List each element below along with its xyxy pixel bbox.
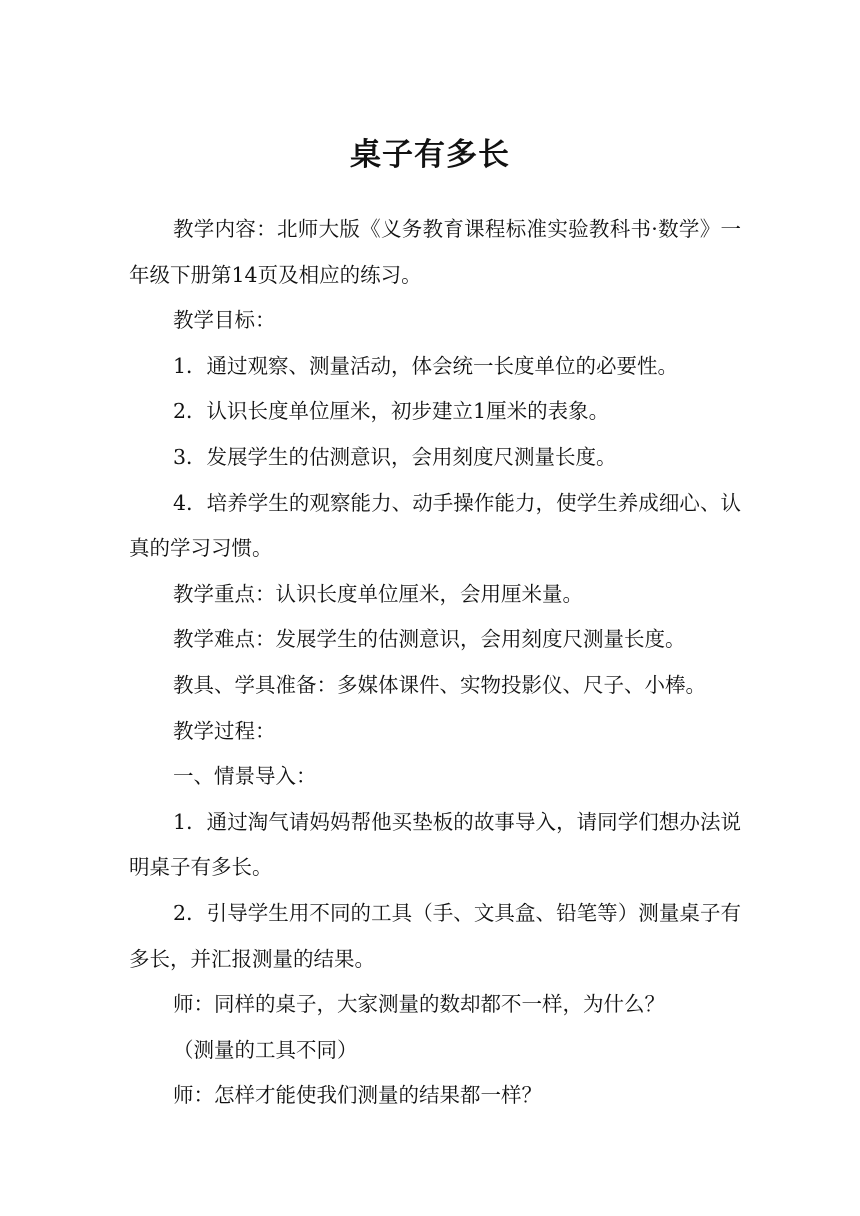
- paragraph-teacher-question-1: 师：同样的桌子，大家测量的数却都不一样，为什么？: [173, 992, 665, 1017]
- paragraph-goal-3: 3．发展学生的估测意识，会用刻度尺测量长度。: [173, 444, 617, 469]
- paragraph-goal-1: 1．通过观察、测量活动，体会统一长度单位的必要性。: [173, 353, 679, 378]
- paragraph-difficult-points: 教学难点：发展学生的估测意识，会用刻度尺测量长度。: [173, 627, 686, 652]
- paragraph-materials: 教具、学具准备：多媒体课件、实物投影仪、尺子、小棒。: [173, 672, 706, 697]
- paragraph-teaching-goals-heading: 教学目标：: [173, 308, 276, 333]
- paragraph-teacher-question-2: 师：怎样才能使我们测量的结果都一样？: [173, 1083, 542, 1108]
- document-body: [129, 207, 741, 1119]
- paragraph-goal-2: 2．认识长度单位厘米，初步建立1厘米的表象。: [173, 399, 610, 424]
- paragraph-goal-4: 4．培养学生的观察能力、动手操作能力，使学生养成细心、认真的学习习惯。: [129, 490, 741, 561]
- paragraph-step-2: 2．引导学生用不同的工具（手、文具盒、铅笔等）测量桌子有多长，并汇报测量的结果。: [129, 900, 741, 971]
- paragraph-step-1: 1．通过淘气请妈妈帮他买垫板的故事导入，请同学们想办法说明桌子有多长。: [129, 809, 741, 880]
- paragraph-process-heading: 教学过程：: [173, 718, 276, 743]
- paragraph-section-1-heading: 一、情景导入：: [173, 764, 317, 789]
- paragraph-key-points: 教学重点：认识长度单位厘米，会用厘米量。: [173, 581, 583, 606]
- paragraph-teaching-content: 教学内容：北师大版《义务教育课程标准实验教科书·数学》一年级下册第14页及相应的练习。: [129, 217, 741, 287]
- document-title: 桌子有多长: [350, 137, 510, 173]
- paragraph-answer-1: （测量的工具不同）: [173, 1037, 358, 1062]
